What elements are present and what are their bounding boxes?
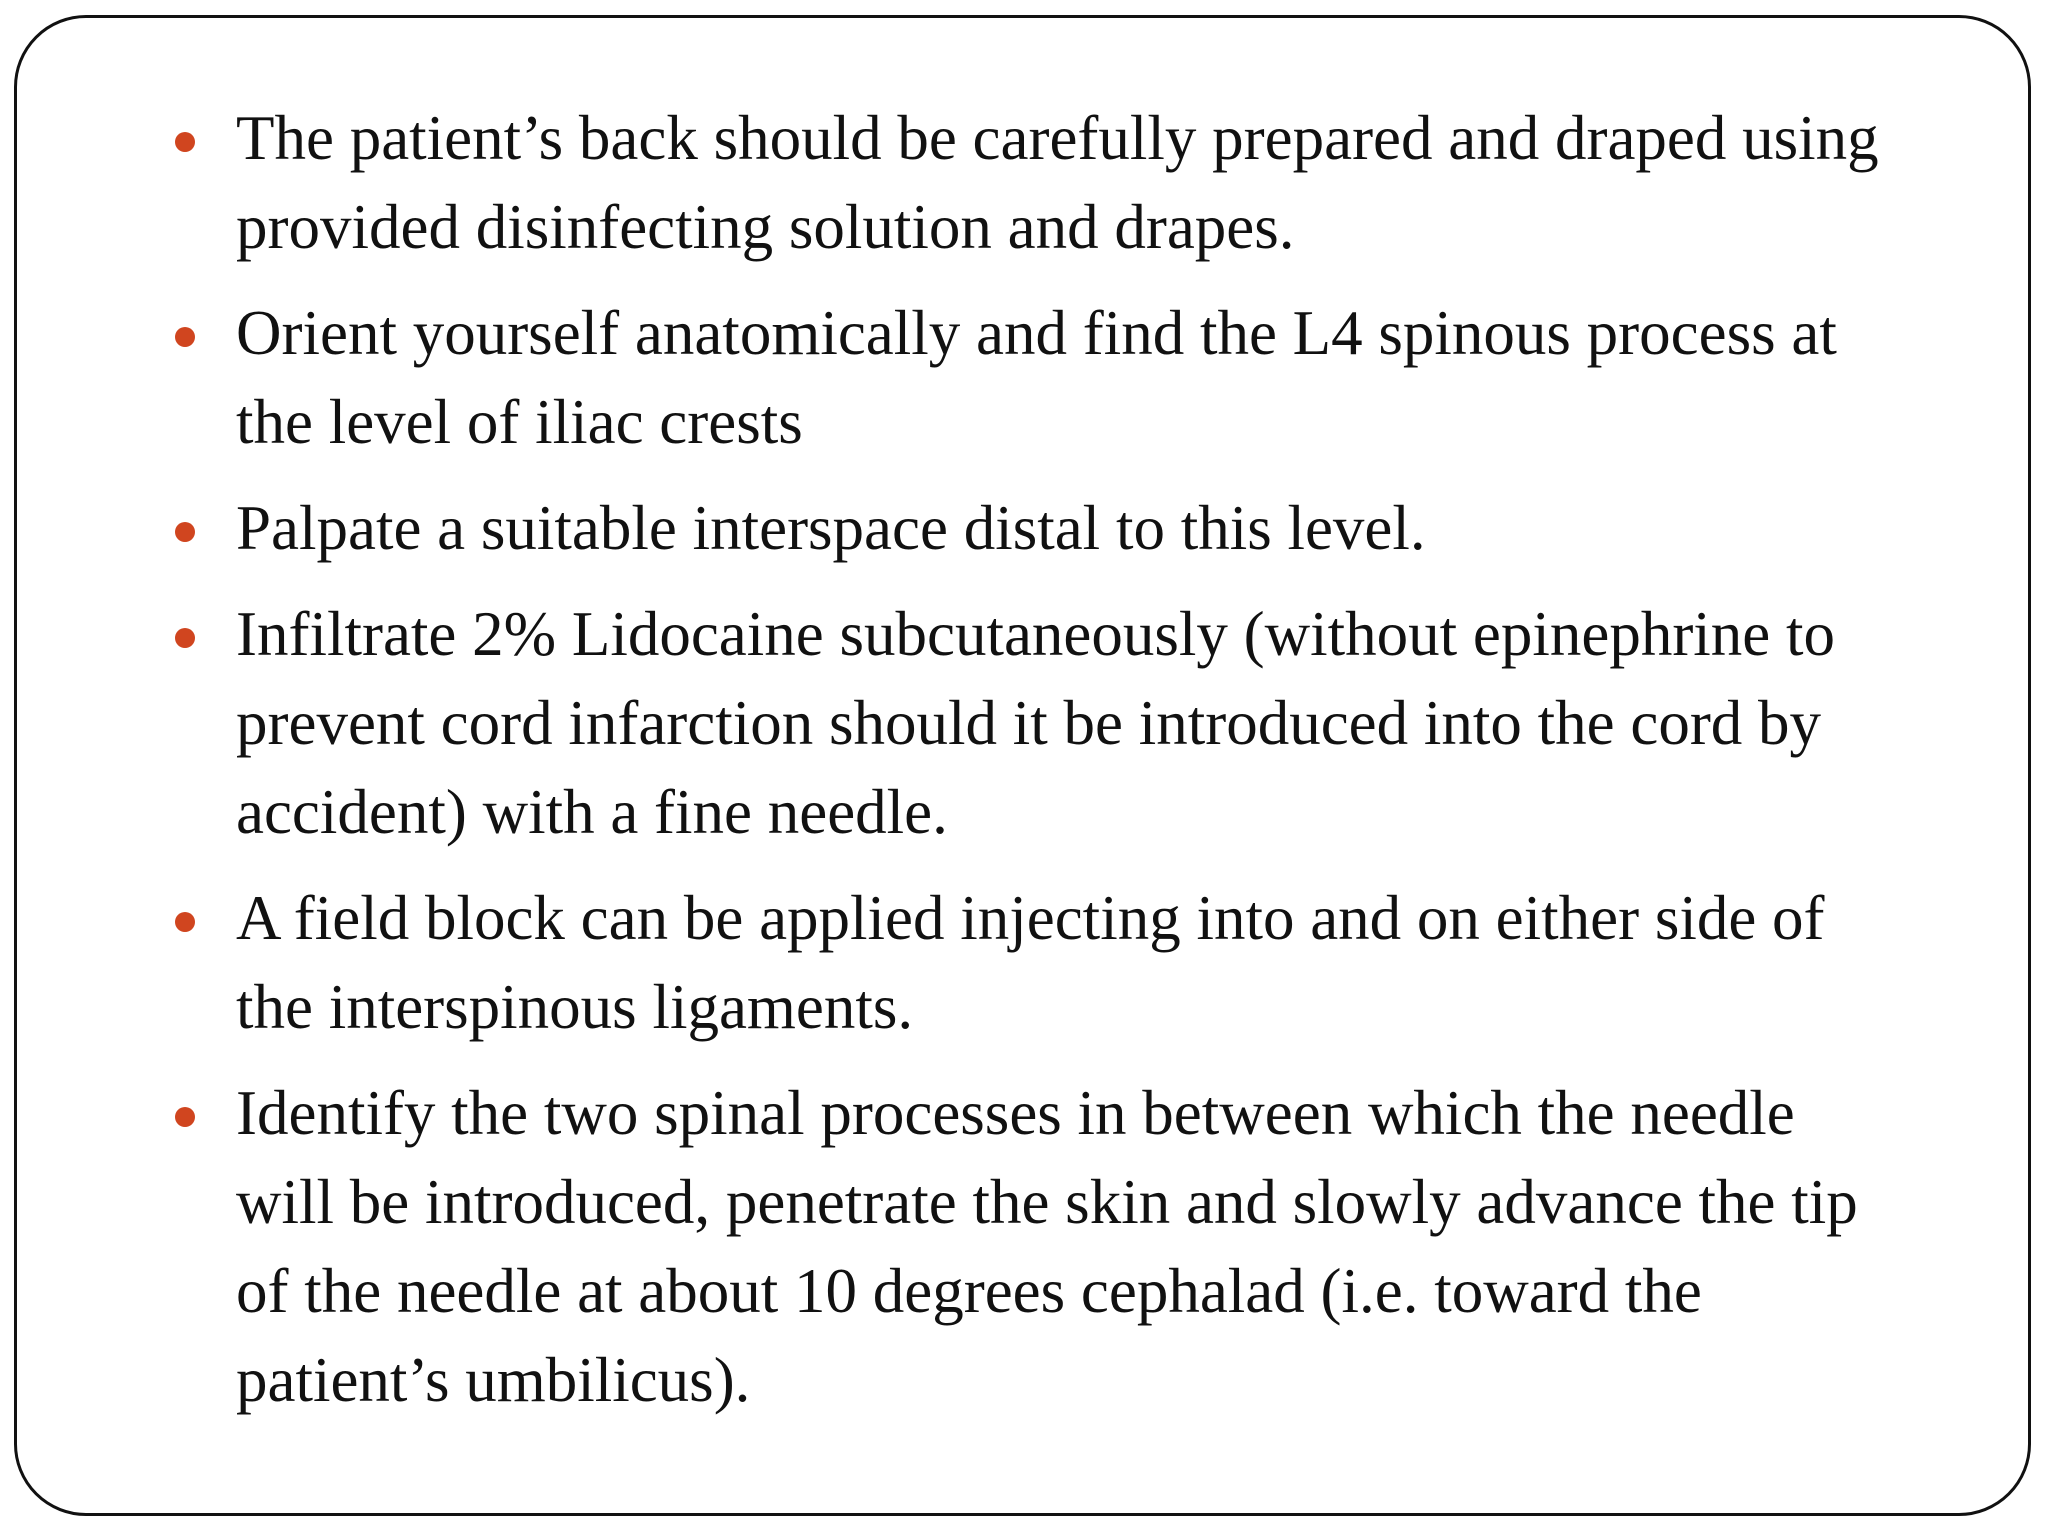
bullet-text: A field block can be applied injecting into and on either side of the interspinous ligaments. [236,883,1825,1042]
bullet-item [175,94,1895,272]
bullet-item [175,1069,1895,1425]
bullet-dot-icon [175,132,195,152]
bullet-dot-icon [175,912,195,932]
bullet-item [175,590,1895,857]
bullet-list [175,94,1895,1442]
bullet-item [175,289,1895,467]
bullet-text: Infiltrate 2% Lidocaine subcutaneously (without epinephrine to prevent cord infarction should it be introduced into the cord by accident) with a fine needle. [236,599,1836,847]
bullet-dot-icon [175,522,195,542]
bullet-item [175,484,1895,573]
bullet-dot-icon [175,1107,195,1127]
bullet-item [175,874,1895,1052]
bullet-text: Orient yourself anatomically and find the L4 spinous process at the level of iliac crests [236,298,1837,457]
bullet-text: Identify the two spinal processes in between which the needle will be introduced, penetrate the skin and slowly advance the tip of the needle at about 10 degrees cephalad (i.e. toward the patient’s umbilicus). [236,1078,1858,1415]
bullet-dot-icon [175,327,195,347]
bullet-text: Palpate a suitable interspace distal to this level. [236,493,1426,563]
bullet-text: The patient’s back should be carefully prepared and draped using provided disinfecting solution and drapes. [236,103,1879,262]
bullet-dot-icon [175,628,195,648]
